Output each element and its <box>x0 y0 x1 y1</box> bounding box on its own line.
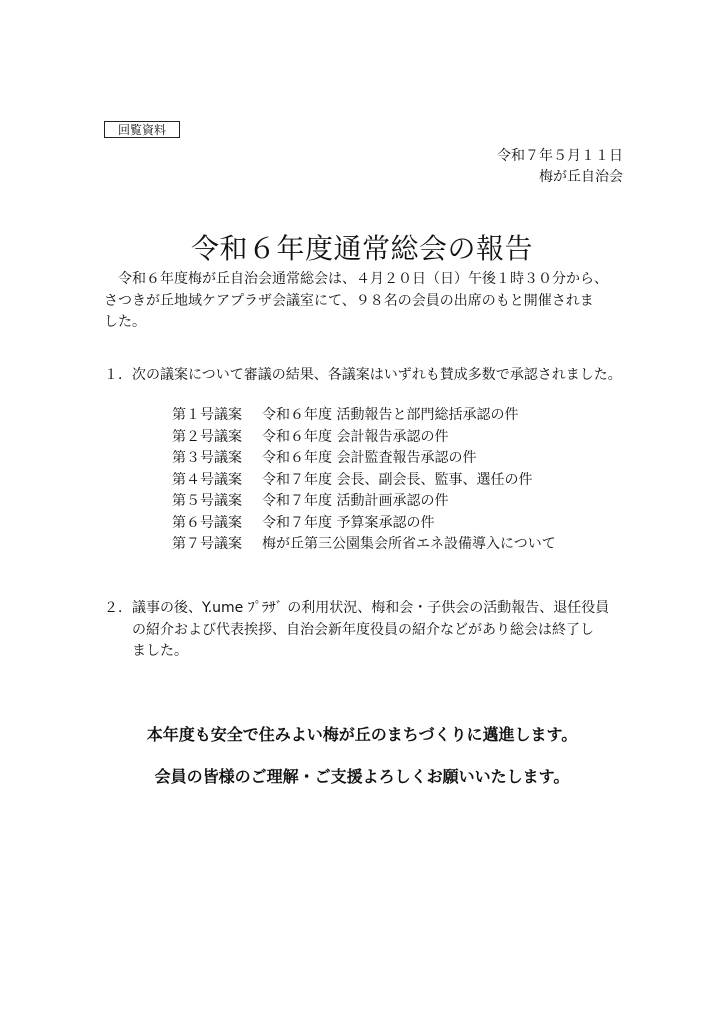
intro-line-2: さつきが丘地域ケアプラザ会議室にて、９８名の会員の出席のもと開催されま <box>104 292 594 309</box>
agenda-number: 第７号議案 <box>172 536 242 552</box>
document-date: 令和７年５月１１日 <box>497 148 623 164</box>
circulation-label: 回覧資料 <box>104 121 180 138</box>
agenda-item <box>172 448 556 470</box>
document-title: 令和６年度通常総会の報告 <box>190 231 533 265</box>
agenda-number: 第２号議案 <box>172 428 242 445</box>
agenda-content: 令和７年度 予算案承認の件 <box>262 514 435 531</box>
agenda-number: 第４号議案 <box>172 471 242 488</box>
closing-message-1: 本年度も安全で住みよい梅が丘のまちづくりに邁進します。 <box>146 725 578 744</box>
intro-line-3: した。 <box>104 314 146 330</box>
agenda-item <box>172 427 556 449</box>
section-2-line-2: の紹介および代表挨拶、自治会新年度役員の紹介などがあり総会は終了し <box>132 621 594 638</box>
section-1-text: １．次の議案について審議の結果、各議案はいずれも賛成多数で承認されました。 <box>104 367 622 383</box>
section-2-line-1: ２．議事の後、Y.ume ﾌﾟﾗｻﾞ の利用状況、梅和会・子供会の活動報告、退任役員 <box>104 600 610 616</box>
agenda-number: 第６号議案 <box>172 514 242 531</box>
section-2-paragraph <box>104 598 609 663</box>
agenda-content: 令和６年度 活動報告と部門総括承認の件 <box>262 407 519 423</box>
intro-line-1: 令和６年度梅が丘自治会通常総会は、４月２０日（日）午後１時３０分から、 <box>118 271 608 287</box>
agenda-item <box>172 491 556 513</box>
organization-name: 梅が丘自治会 <box>539 169 623 185</box>
agenda-content: 令和７年度 活動計画承認の件 <box>262 493 449 509</box>
agenda-item <box>172 405 556 427</box>
agenda-number: 第５号議案 <box>172 493 242 509</box>
agenda-item <box>172 470 556 492</box>
agenda-list <box>172 405 556 556</box>
agenda-content: 令和６年度 会計監査報告承認の件 <box>262 450 477 466</box>
section-2-line-3: ました。 <box>132 643 188 659</box>
closing-message-2: 会員の皆様のご理解・ご支援よろしくお願いいたします。 <box>154 767 570 786</box>
agenda-number: 第１号議案 <box>172 407 242 423</box>
agenda-item <box>172 534 556 556</box>
agenda-content: 令和６年度 会計報告承認の件 <box>262 428 449 445</box>
agenda-item <box>172 513 556 535</box>
agenda-number: 第３号議案 <box>172 450 242 466</box>
intro-paragraph <box>104 269 608 334</box>
agenda-content: 梅が丘第三公園集会所省エネ設備導入について <box>262 536 556 552</box>
agenda-content: 令和７年度 会長、副会長、監事、選任の件 <box>262 471 533 488</box>
